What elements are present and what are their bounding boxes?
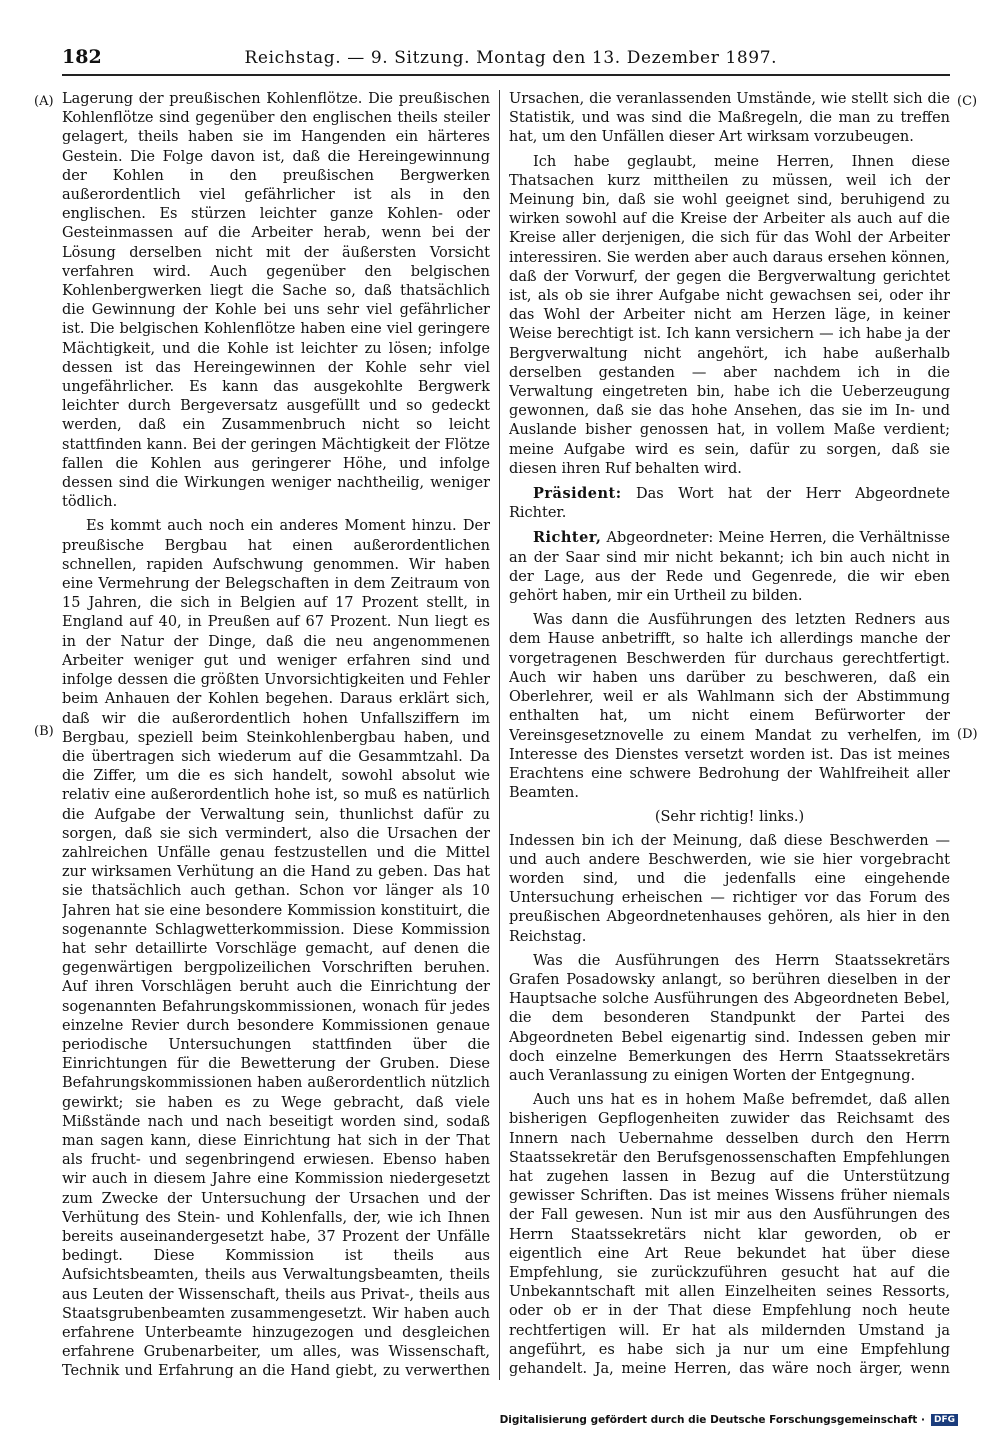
richter-text: Abgeordneter: Meine Herren, die Verhältnisse an der Saar sind mir nicht bekannt; ich bin auch nicht in der Lage, aus der Rede und Gegenrede, die wir eben gehört haben, mir ein Urtheil zu bilden. <box>509 530 950 605</box>
left-column <box>62 90 490 1380</box>
margin-mark-a: (A) <box>34 94 54 109</box>
speaker-president: Präsident: <box>533 485 622 503</box>
right-paragraph-5: Was dann die Ausführungen des letzten Redners aus dem Hause anbetrifft, so halte ich allerdings manche der vorgetragenen Beschwerden für durchaus gerechtfertigt. Auch wir haben uns darüber zu beschweren, daß ein Oberlehrer, weil er als Wahlmann sich der Abstimmung enthalten hat, um nicht einem Befürworter der Vereinsgesetznovelle zu einem Mandat zu verhelfen, im Interesse des Dienstes versetzt worden ist. Das ist meines Erachtens eine schwere Bedrohung der Wahlfreiheit aller Beamten. <box>509 612 950 802</box>
right-paragraph-7: Indessen bin ich der Meinung, daß diese Beschwerden — und auch andere Beschwerden, wie sie hier vorgebracht worden sind, und die jedenfalls eine eingehende Untersuchung erheischen — richtiger vor das Forum des preußischen Abgeordnetenhauses gehören, als hier in den Reichstag. <box>509 832 950 945</box>
right-column <box>509 90 950 1380</box>
margin-mark-b: (B) <box>34 724 54 739</box>
running-head: Reichstag. — 9. Sitzung. Montag den 13. Dezember 1897. <box>244 48 778 68</box>
left-paragraph-1: Lagerung der preußischen Kohlenflötze. Die preußischen Kohlenflötze sind gegenüber den englischen theils steiler gelagert, theils haben sie im Hangenden ein härteres Gestein. Die Folge davon ist, daß die Hereingewinnung der Kohlen in den preußischen Bergwerken außerordentlich viel gefährlicher ist als in den englischen. Es stürzen leichter ganze Kohlen- oder Gesteinmassen auf die Arbeiter herab, wenn bei der Lösung derselben nicht mit der äußersten Vorsicht verfahren wird. Auch gegenüber den belgischen Kohlenbergwerken liegt die Sache so, daß thatsächlich die Gewinnung der Kohle bei uns sehr viel gefährlicher ist. Die belgischen Kohlenflötze haben eine viel geringere Mächtigkeit, und die Kohle ist leichter zu lösen; infolge dessen ist das Hereingewinnen der Kohle sehr viel ungefährlicher. Es kann das ausgekohlte Bergwerk leichter durch Bergeversatz ausgefüllt und so gedeckt werden, daß ein Zusammenbruch nicht so leicht stattfinden kann. Bei der geringen Mächtigkeit der Flötze fallen die Kohlen aus geringerer Höhe, und infolge dessen sind die Wirkungen weniger nachtheilig, weniger tödlich. <box>62 91 490 511</box>
column-divider <box>499 90 500 1380</box>
right-paragraph-1: Ursachen, die veranlassenden Umstände, wie stellt sich die Statistik, und was sind die Maßregeln, die man zu treffen hat, um den Unfällen dieser Art wirksam vorzubeugen. <box>509 91 950 146</box>
page-number: 182 <box>62 46 102 68</box>
dfg-logo: DFG <box>931 1414 958 1426</box>
footer-text: Digitalisierung gefördert durch die Deutsche Forschungsgemeinschaft · <box>499 1414 925 1426</box>
interjection: (Sehr richtig! links.) <box>654 809 805 826</box>
margin-mark-d: (D) <box>957 727 978 742</box>
right-paragraph-9: Auch uns hat es in hohem Maße befremdet, daß allen bisherigen Gepflogenheiten zuwider das Reichsamt des Innern nach Uebernahme desselben durch den Herrn Staatssekretär den Berufsgenossenschaften Empfehlungen hat zugehen lassen in Bezug auf die Unterstützung gewisser Schriften. Das ist meines Wissens früher niemals der Fall gewesen. Nun ist mir aus den Ausführungen des Herrn Staatssekretärs nicht klar geworden, ob er eigentlich eine Art Reue bekundet hat über diese Empfehlung, sie zurückzuführen gesucht hat auf die Unbekanntschaft mit allen Einzelheiten seines Ressorts, oder ob er in der That diese Empfehlung noch heute rechtfertigen will. Er hat als mildernden Umstand ja angeführt, es habe sich ja nur um eine Empfehlung gehandelt. Ja, meine Herren, das wäre noch ärger, wenn <box>509 1092 950 1377</box>
president-text: Das Wort hat der Herr Abgeordnete Richter. <box>509 486 950 522</box>
speaker-richter: Richter, <box>533 529 602 547</box>
right-paragraph-8: Was die Ausführungen des Herrn Staatssekretärs Grafen Posadowsky anlangt, so berühren dieselben in der Hauptsache solche Ausführungen des Abgeordneten Bebel, die dem besonderen Standpunkt der Partei des Abgeordneten Bebel eigenartig sind. Indessen geben mir doch einzelne Bemerkungen des Herrn Staatssekretärs auch Veranlassung zu einigen Worten der Entgegnung. <box>509 952 950 1084</box>
margin-mark-c: (C) <box>957 94 978 109</box>
header-rule <box>62 74 950 76</box>
right-paragraph-2: Ich habe geglaubt, meine Herren, Ihnen diese Thatsachen kurz mittheilen zu müssen, weil ich der Meinung bin, daß sie wohl geeignet sind, beruhigend zu wirken sowohl auf die Kreise der Arbeiter als auch auf die Kreise aller derjenigen, die sich für das Wohl der Arbeiter interessiren. Sie werden aber auch daraus ersehen können, daß der Vorwurf, der gegen die Bergverwaltung gerichtet ist, als ob sie ihrer Aufgabe nicht gewachsen sei, oder ihr das Wohl der Arbeiter nicht am Herzen läge, in keiner Weise berechtigt ist. Ich kann versichern — ich habe ja der Bergverwaltung nicht angehört, ich habe außerhalb derselben gestanden — aber nachdem ich in die Verwaltung eingetreten bin, habe ich die Ueberzeugung gewonnen, daß sie das hohe Ansehen, das sie im In- und Auslande bisher genossen hat, in vollem Maße verdient; meine Aufgabe wird es sein, dafür zu sorgen, daß sie diesen ihren Ruf behalten wird. <box>509 153 950 477</box>
speech-richter <box>509 528 950 606</box>
left-paragraph-2: Es kommt auch noch ein anderes Moment hinzu. Der preußische Bergbau hat einen außerordentlichen schnellen, rapiden Aufschwung genommen. Wir haben eine Vermehrung der Belegschaften in dem Zeitraum von 15 Jahren, die sich in Belgien auf 17 Prozent stellt, in England auf 40, in Preußen auf 67 Prozent. Nun liegt es in der Natur der Dinge, daß die neu angenommenen Arbeiter weniger gut und weniger erfahren sind und infolge dessen die größten Unvorsichtigkeiten und Fehler beim Anhauen der Kohlen begehen. Daraus erklärt sich, daß wir die außerordentlich hohen Unfallsziffern im Bergbau, speziell beim Steinkohlenbergbau haben, und die übertragen sich wiederum auf die Gesammtzahl. Da die Ziffer, um die es sich handelt, sowohl absolut wie relativ eine außerordentlich hohe ist, so muß es natürlich die Aufgabe der Verwaltung sein, thunlichst dafür zu sorgen, daß sie sich vermindert, also die Ursachen der zahlreichen Unfälle genau festzustellen und die Mittel zur wirksamen Verhütung an die Hand zu geben. Das hat sie thatsächlich auch gethan. Schon vor länger als 10 Jahren hat sie eine besondere Kommission konstituirt, die sogenannte Schlagwetterkommission. Diese Kommission hat sehr detaillirte Vorschläge gemacht, auf denen die gegenwärtigen bergpolizeilichen Vorschriften beruhen. Auf ihren Vorschlägen beruht auch die Einrichtung der sogenannten Befahrungskommissionen, wonach für jedes einzelne Revier durch besondere Kommissionen genaue periodische Untersuchungen stattfinden über die Einrichtungen für die Bewetterung der Gruben. Diese Befahrungskommissionen haben außerordentlich nützlich gewirkt; sie haben es zu Wege gebracht, daß viele Mißstände nach und nach beseitigt worden sind, sodaß man sagen kann, diese Einrichtung hat sich in der That als frucht- und segenbringend erwiesen. Ebenso haben wir auch in diesem Jahre eine Kommission niedergesetzt zum Zwecke der Untersuchung der Ursachen und der Verhütung des Stein- und Kohlenfalls, der, wie ich Ihnen bereits auseinandergesetzt habe, 37 Prozent der Unfälle bedingt. Diese Kommission ist theils aus Aufsichtsbeamten, theils aus Verwaltungsbeamten, theils aus Leuten der Wissenschaft, theils aus Privat-, theils aus Staatsgrubenbeamten zusammengesetzt. Wir haben auch erfahrene Unterbeamte hinzugezogen und desgleichen erfahrene Grubenarbeiter, um alles, was Wissenschaft, Technik und Erfahrung an die Hand giebt, zu verwerthen <box>62 518 490 1380</box>
digitization-footer <box>500 1412 958 1428</box>
page-header <box>62 46 950 74</box>
speech-president <box>509 484 950 523</box>
